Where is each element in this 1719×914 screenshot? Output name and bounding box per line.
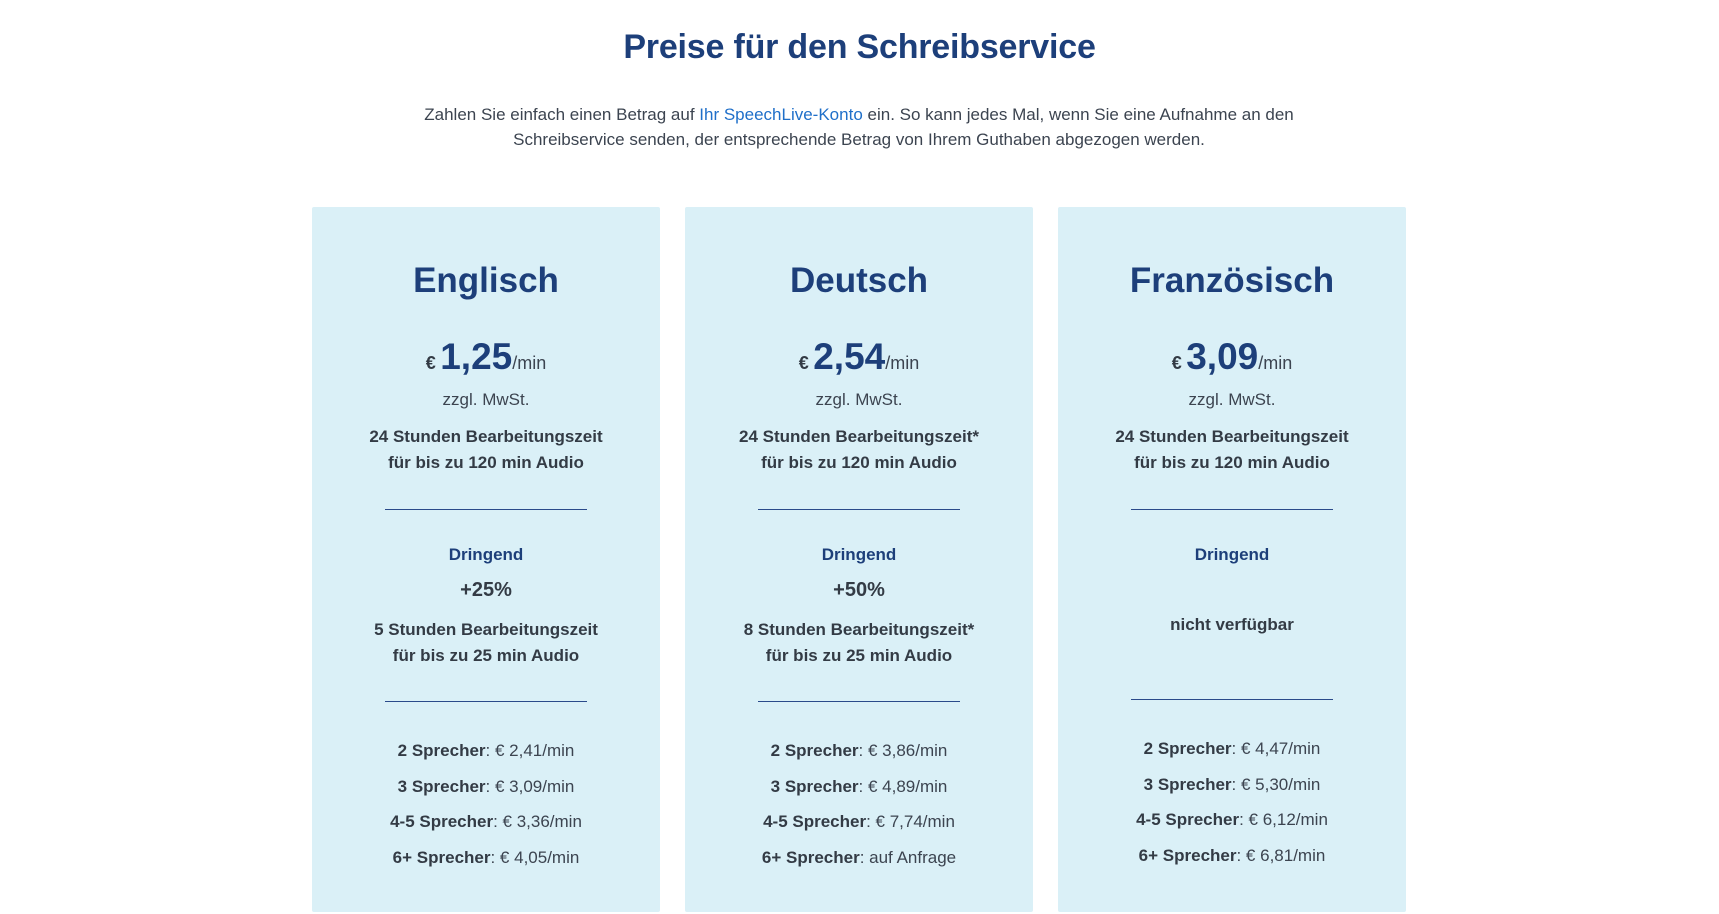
- list-item: [685, 840, 1033, 876]
- divider: [758, 509, 960, 510]
- speaker-label: 4-5 Sprecher: [763, 812, 867, 831]
- price-unit: /min: [885, 353, 920, 373]
- speaker-label: 6+ Sprecher: [761, 847, 860, 867]
- speaker-label: 4-5 Sprecher: [1136, 810, 1240, 829]
- card-language-title: Französisch: [1129, 261, 1335, 300]
- speaker-price: : € 7,74/min: [866, 812, 955, 831]
- intro-text-before: Zahlen Sie einfach einen Betrag auf: [424, 105, 700, 124]
- currency-symbol: €: [798, 353, 809, 373]
- price-unit: /min: [1258, 353, 1293, 373]
- divider: [385, 701, 587, 702]
- urgent-line-2: für bis zu 25 min Audio: [392, 646, 580, 665]
- price-unit: /min: [512, 353, 547, 373]
- speaker-price: : € 4,47/min: [1231, 739, 1321, 758]
- intro-text: [409, 102, 1309, 152]
- divider: [1131, 509, 1333, 510]
- urgent-surcharge: +25%: [460, 579, 512, 601]
- speaker-price: : € 3,09/min: [485, 776, 575, 796]
- list-item: [312, 769, 660, 805]
- divider: [758, 701, 960, 702]
- standard-turnaround: [685, 424, 1033, 476]
- speaker-price: : € 6,81/min: [1236, 845, 1326, 865]
- card-price: [685, 335, 1033, 387]
- speaker-label: 6+ Sprecher: [1138, 845, 1237, 865]
- card-price: [312, 335, 660, 387]
- turnaround-line-1: 24 Stunden Bearbeitungszeit: [369, 427, 603, 446]
- urgent-line-1: 8 Stunden Bearbeitungszeit*: [743, 620, 975, 639]
- card-price: [1058, 335, 1406, 387]
- price-amount: 2,54: [813, 336, 886, 377]
- speaker-price: : € 5,30/min: [1231, 774, 1321, 794]
- urgent-label: Dringend: [1194, 545, 1270, 564]
- card-language-title: Deutsch: [789, 261, 929, 300]
- urgent-line-1: 5 Stunden Bearbeitungszeit: [374, 620, 598, 639]
- divider: [385, 509, 587, 510]
- intro-text-after: ein. So kann jedes Mal, wenn Sie eine Aufnahme an den Schreibservice senden, der entsprechende Betrag von Ihrem Guthaben abgezogen werden.: [513, 105, 1294, 149]
- speaker-label: 3 Sprecher: [397, 776, 486, 796]
- turnaround-line-2: für bis zu 120 min Audio: [1134, 453, 1330, 472]
- speaker-price: : € 4,05/min: [490, 847, 580, 867]
- speaker-label: 3 Sprecher: [770, 776, 859, 796]
- vat-note: zzgl. MwSt.: [815, 390, 903, 409]
- pricing-card-english: [312, 207, 660, 912]
- vat-note: zzgl. MwSt.: [1188, 390, 1276, 409]
- speaker-price: : € 3,86/min: [858, 741, 948, 760]
- urgent-label: Dringend: [448, 545, 524, 564]
- currency-symbol: €: [1171, 353, 1182, 373]
- urgent-turnaround: [685, 617, 1033, 669]
- speaker-label: 2 Sprecher: [397, 741, 486, 760]
- urgent-unavailable: nicht verfügbar: [1170, 615, 1294, 634]
- speaker-price: : € 6,12/min: [1239, 810, 1328, 829]
- list-item: [1058, 802, 1406, 838]
- urgent-line-2: für bis zu 25 min Audio: [765, 646, 953, 665]
- speaker-label: 4-5 Sprecher: [390, 812, 494, 831]
- turnaround-line-1: 24 Stunden Bearbeitungszeit*: [739, 427, 979, 446]
- turnaround-line-2: für bis zu 120 min Audio: [761, 453, 957, 472]
- turnaround-line-2: für bis zu 120 min Audio: [388, 453, 584, 472]
- vat-note: zzgl. MwSt.: [442, 390, 530, 409]
- speaker-price: : € 2,41/min: [485, 741, 575, 760]
- list-item: [685, 733, 1033, 769]
- card-language-title: Englisch: [413, 261, 559, 300]
- speaker-price: : € 3,36/min: [493, 812, 582, 831]
- list-item: [312, 733, 660, 769]
- speechlive-account-link[interactable]: Ihr SpeechLive-Konto: [699, 105, 863, 124]
- urgent-turnaround: [312, 617, 660, 669]
- speaker-label: 3 Sprecher: [1143, 774, 1232, 794]
- urgent-surcharge: +50%: [833, 579, 885, 601]
- currency-symbol: €: [425, 353, 436, 373]
- list-item: [312, 804, 660, 840]
- speaker-price: : € 4,89/min: [858, 776, 948, 796]
- page-title: Preise für den Schreibservice: [623, 28, 1096, 66]
- speaker-price-list: [1058, 731, 1406, 873]
- speaker-price-list: [312, 733, 660, 875]
- pricing-card-french: [1058, 207, 1406, 912]
- divider: [1131, 699, 1333, 700]
- list-item: [1058, 838, 1406, 874]
- pricing-card-german: [685, 207, 1033, 912]
- speaker-price-list: [685, 733, 1033, 875]
- list-item: [1058, 767, 1406, 803]
- price-amount: 3,09: [1186, 336, 1259, 377]
- speaker-label: 2 Sprecher: [1143, 739, 1232, 758]
- list-item: [312, 840, 660, 876]
- standard-turnaround: [1058, 424, 1406, 476]
- turnaround-line-1: 24 Stunden Bearbeitungszeit: [1115, 427, 1349, 446]
- speaker-label: 6+ Sprecher: [392, 847, 491, 867]
- list-item: [685, 804, 1033, 840]
- urgent-label: Dringend: [821, 545, 897, 564]
- price-amount: 1,25: [440, 336, 513, 377]
- speaker-price: : auf Anfrage: [859, 847, 957, 867]
- list-item: [1058, 731, 1406, 767]
- speaker-label: 2 Sprecher: [770, 741, 859, 760]
- standard-turnaround: [312, 424, 660, 476]
- list-item: [685, 769, 1033, 805]
